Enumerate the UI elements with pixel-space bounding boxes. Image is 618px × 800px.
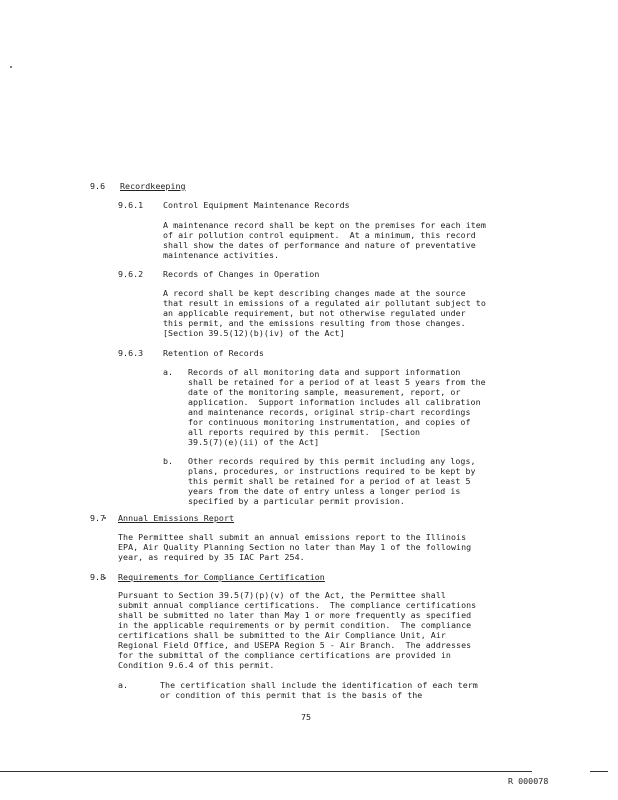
text-line: maintenance activities.	[163, 250, 280, 260]
text-line: shall be retained for a period of at least 5 years from the	[188, 377, 486, 387]
text-line: submit annual compliance certifications. The compliance certifications	[118, 600, 477, 610]
text-line: Other records required by this permit including any logs,	[188, 456, 476, 466]
text-line: Regional Field Office, and USEPA Region 5 - Air Branch. The addresses	[118, 640, 472, 650]
item-a-label: a.	[163, 367, 174, 377]
text-line: for the submittal of the compliance certifications are provided in	[118, 650, 451, 660]
section-9-6-number: 9.6	[90, 181, 106, 191]
text-line: [Section 39.5(12)(b)(iv) of the Act]	[163, 328, 345, 338]
subsection-9-6-2-number: 9.6.2	[118, 269, 144, 279]
item-b-label: b.	[163, 456, 174, 466]
subsection-9-6-2-heading: Records of Changes in Operation	[163, 269, 320, 279]
text-line: that result in emissions of a regulated air pollutant subject to	[163, 298, 486, 308]
text-line: Records of all monitoring data and support information	[188, 367, 461, 377]
text-line: in the applicable requirements or by permit condition. The compliance	[118, 620, 472, 630]
scan-speck	[10, 66, 12, 68]
text-line: date of the monitoring sample, measurement, report, or	[188, 387, 461, 397]
text-line: specified by a particular permit provision.	[188, 496, 405, 506]
text-line: this permit, and the emissions resulting from those changes.	[163, 318, 466, 328]
text-line: application. Support information includes all calibration	[188, 397, 481, 407]
text-line: an applicable requirement, but not otherwise regulated under	[163, 308, 466, 318]
text-line: year, as required by 35 IAC Part 254.	[118, 552, 305, 562]
page-number: 75	[301, 712, 312, 722]
section-9-7-number: 9.7	[90, 513, 106, 523]
text-line: plans, procedures, or instructions required to be kept by	[188, 466, 476, 476]
subsection-9-6-1-heading: Control Equipment Maintenance Records	[163, 200, 350, 210]
text-line: for continuous monitoring instrumentation, and copies of	[188, 417, 471, 427]
subsection-9-6-3-heading: Retention of Records	[163, 348, 264, 358]
text-line: EPA, Air Quality Planning Section no later than May 1 of the following	[118, 542, 472, 552]
text-line: all reports required by this permit. [Section	[188, 427, 421, 437]
section-9-8-heading: Requirements for Compliance Certification	[118, 572, 325, 582]
text-line: certifications shall be submitted to the Air Compliance Unit, Air	[118, 630, 446, 640]
text-line: or condition of this permit that is the basis of the	[160, 690, 423, 700]
text-line: years from the date of entry unless a longer period is	[188, 486, 461, 496]
section-9-8-number: 9.8	[90, 572, 106, 582]
footer-dash	[590, 771, 608, 772]
section-9-6-heading: Recordkeeping	[120, 181, 186, 191]
footer-rule	[0, 771, 532, 772]
item-a-label: a.	[118, 680, 129, 690]
subsection-9-6-3-number: 9.6.3	[118, 348, 144, 358]
text-line: shall be submitted no later than May 1 or more frequently as specified	[118, 610, 472, 620]
text-line: A record shall be kept describing changes made at the source	[163, 288, 466, 298]
text-line: this permit shall be retained for a period of at least 5	[188, 476, 471, 486]
subsection-9-6-1-number: 9.6.1	[118, 200, 144, 210]
text-line: A maintenance record shall be kept on the premises for each item	[163, 220, 486, 230]
section-9-7-heading: Annual Emissions Report	[118, 513, 235, 523]
text-line: shall show the dates of performance and nature of preventative	[163, 240, 476, 250]
text-line: The certification shall include the identification of each term	[160, 680, 478, 690]
text-line: The Permittee shall submit an annual emissions report to the Illinois	[118, 532, 467, 542]
text-line: of air pollution control equipment. At a minimum, this record	[163, 230, 476, 240]
text-line: 39.5(7)(e)(ii) of the Act]	[188, 437, 320, 447]
text-line: and maintenance records, original strip-chart recordings	[188, 407, 471, 417]
text-line: Pursuant to Section 39.5(7)(p)(v) of the Act, the Permittee shall	[118, 590, 446, 600]
text-line: Condition 9.6.4 of this permit.	[118, 660, 275, 670]
document-id: R 000078	[508, 776, 549, 786]
